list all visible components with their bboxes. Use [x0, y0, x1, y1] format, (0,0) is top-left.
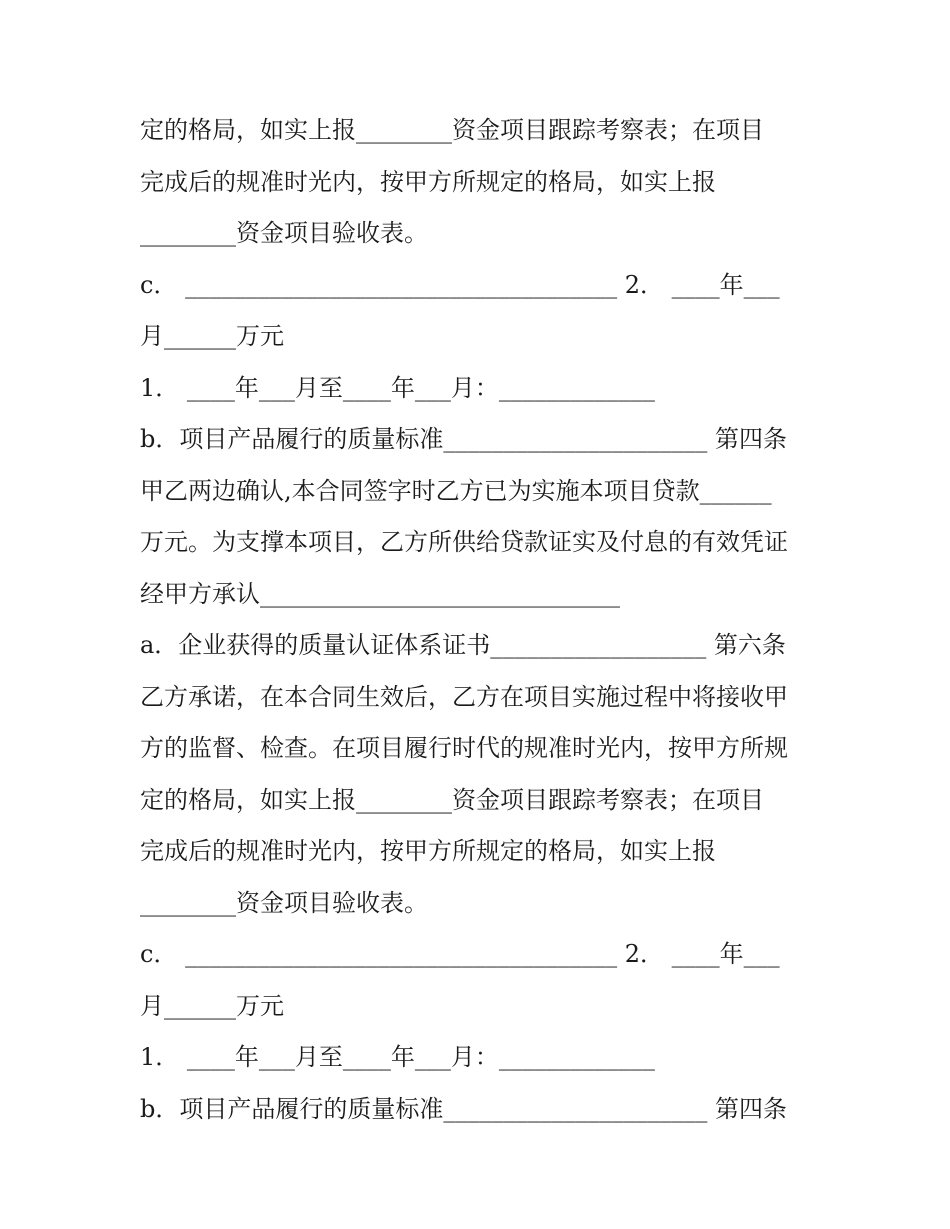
text-line: c． ____________________________________ 2． ____年___ — [140, 270, 780, 299]
text-line: 完成后的规准时光内，按甲方所规定的格局，如实上报 — [140, 167, 716, 196]
text-line: 方的监督、检查。在项目履行时代的规准时光内，按甲方所规 — [140, 734, 788, 762]
text-line: 1． ____年___月至____年___月：_____________ — [140, 373, 655, 402]
text-line: 甲乙两边确认,本合同签字时乙方已为实施本项目贷款______ — [140, 476, 772, 505]
text-line: c． ____________________________________ 2． ____年___ — [140, 940, 780, 968]
text-line: a．企业获得的质量认证体系证书__________________ 第六条 — [140, 631, 786, 659]
text-line: 1． ____年___月至____年___月：_____________ — [140, 1043, 655, 1071]
text-line: ________资金项目验收表。 — [140, 219, 428, 247]
text-line: 月______万元 — [140, 991, 284, 1020]
text-line: 月______万元 — [140, 322, 284, 350]
text-line: b．项目产品履行的质量标准______________________ 第四条 — [140, 425, 787, 453]
text-line: 万元。为支撑本项目，乙方所供给贷款证实及付息的有效凭证 — [140, 528, 788, 556]
document-page — [140, 105, 820, 1135]
text-line: b．项目产品履行的质量标准______________________ 第四条 — [140, 1094, 787, 1123]
text-line: 定的格局，如实上报________资金项目跟踪考察表；在项目 — [140, 785, 764, 814]
text-line: 经甲方承认______________________________ — [140, 579, 620, 608]
text-line: 定的格局，如实上报________资金项目跟踪考察表；在项目 — [140, 116, 764, 144]
text-line: 乙方承诺，在本合同生效后，乙方在项目实施过程中将接收甲 — [140, 682, 788, 711]
text-line: ________资金项目验收表。 — [140, 888, 428, 917]
text-line: 完成后的规准时光内，按甲方所规定的格局，如实上报 — [140, 837, 716, 865]
